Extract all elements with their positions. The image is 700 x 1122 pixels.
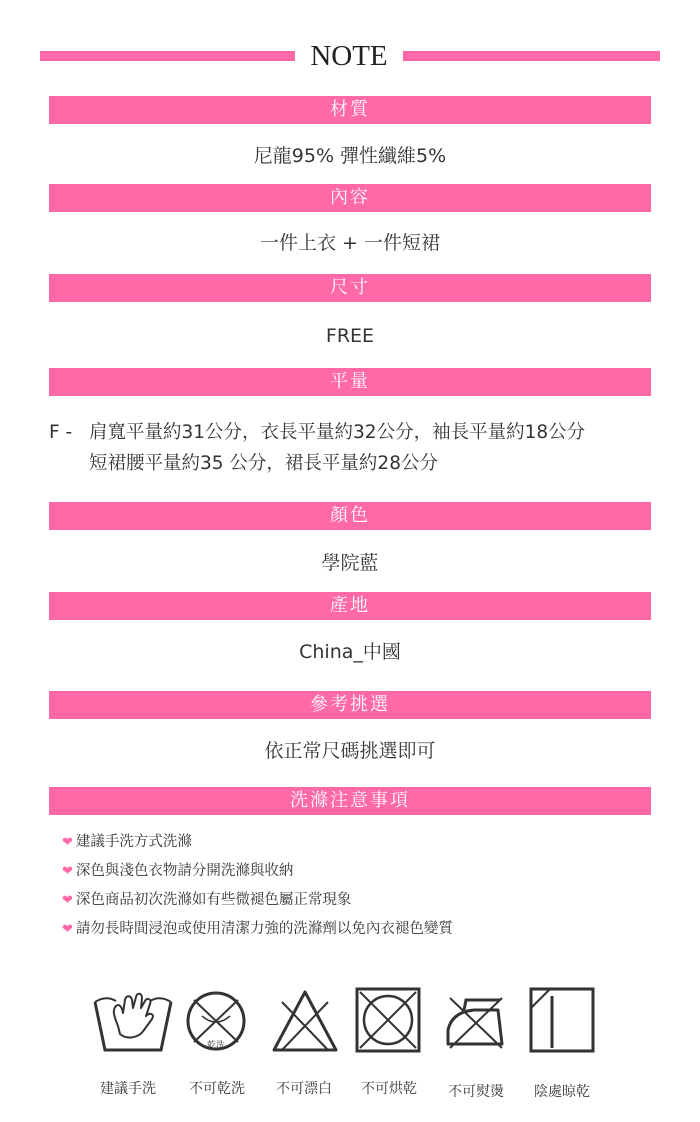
no-iron-icon: [442, 986, 508, 1056]
no-dry-clean-icon: [184, 986, 250, 1056]
heart-icon: ❤: [62, 893, 73, 908]
washing-tip: ❤ 建議手洗方式洗滌: [62, 834, 192, 850]
washing-tip: ❤ 深色商品初次洗滌如有些微褪色屬正常現象: [62, 892, 352, 908]
reference-value: 依正常尺碼挑選即可: [264, 740, 436, 762]
section-origin-header: 產地: [49, 592, 651, 620]
size-value: FREE: [325, 325, 375, 347]
color-value: 學院藍: [321, 552, 379, 574]
washing-tip: ❤ 深色與淺色衣物請分開洗滌與收納: [62, 863, 294, 879]
material-value: 尼龍95% 彈性纖維5%: [253, 145, 447, 167]
section-washing-header: 洗滌注意事項: [49, 787, 651, 815]
measure-line-1: [49, 418, 585, 448]
note-bar-right: [403, 51, 660, 61]
hand-wash-icon: [92, 986, 174, 1056]
dry-clean-badge: 乾洗: [206, 1041, 226, 1051]
section-color-header: 顏色: [49, 502, 651, 530]
measure-line-2: 短裙腰平量約35 公分，裙長平量約28公分: [89, 453, 438, 474]
section-size-header: 尺寸: [49, 274, 651, 302]
heart-icon: ❤: [62, 864, 73, 879]
care-label-shade-dry: 陰處晾乾: [534, 1084, 590, 1100]
measure-prefix: F -: [49, 422, 73, 443]
care-label-no-bleach: 不可漂白: [276, 1081, 332, 1097]
heart-icon: ❤: [62, 835, 73, 850]
section-material-header: 材質: [49, 96, 651, 124]
washing-tips-list: [62, 828, 453, 944]
washing-tip: ❤ 請勿長時間浸泡或使用清潔力強的洗滌劑以免內衣褪色變質: [62, 921, 453, 937]
care-label-no-iron: 不可熨燙: [448, 1084, 504, 1100]
care-label-no-tumble-dry: 不可烘乾: [361, 1081, 417, 1097]
section-measure-header: 平量: [49, 368, 651, 396]
care-label-no-dry-clean: 不可乾洗: [189, 1081, 245, 1097]
care-label-hand-wash: 建議手洗: [100, 1081, 156, 1097]
content-value: 一件上衣 + 一件短裙: [260, 232, 440, 254]
no-bleach-icon: [270, 986, 340, 1056]
heart-icon: ❤: [62, 922, 73, 937]
shade-dry-icon: [528, 986, 596, 1056]
section-reference-header: 參考挑選: [49, 691, 651, 719]
measure-top-text: 肩寬平量約31公分，衣長平量約32公分，袖長平量約18公分: [89, 422, 586, 443]
section-content-header: 內容: [49, 184, 651, 212]
note-bar-left: [40, 51, 295, 61]
note-header: [40, 38, 660, 74]
note-title: NOTE: [310, 40, 388, 72]
origin-value: China_中國: [299, 641, 401, 663]
no-tumble-dry-icon: [354, 986, 422, 1056]
